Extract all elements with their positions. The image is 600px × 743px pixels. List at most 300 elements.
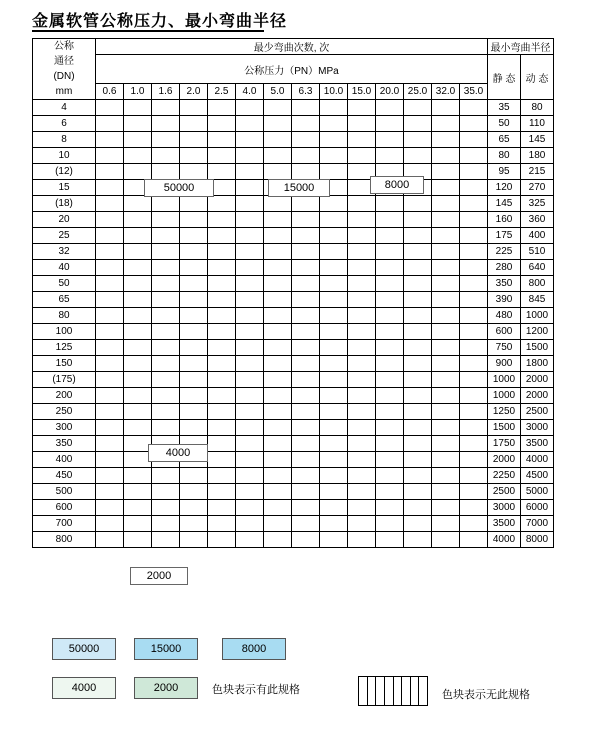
- spec-cell: [264, 420, 292, 436]
- spec-cell: [404, 260, 432, 276]
- spec-cell: [320, 100, 348, 116]
- spec-cell: [320, 196, 348, 212]
- spec-cell: [236, 276, 264, 292]
- spec-cell: [264, 404, 292, 420]
- spec-cell: [460, 212, 488, 228]
- spec-cell: [376, 148, 404, 164]
- spec-cell: [96, 372, 124, 388]
- spec-cell: [320, 148, 348, 164]
- spec-cell: [348, 420, 376, 436]
- header-dn-cell: [33, 39, 96, 100]
- dn-cell: 40: [33, 260, 96, 276]
- dn-cell: 15: [33, 180, 96, 196]
- table-row: [33, 116, 554, 132]
- spec-cell: [264, 228, 292, 244]
- dn-cell: (18): [33, 196, 96, 212]
- spec-cell: [96, 484, 124, 500]
- spec-cell: [460, 228, 488, 244]
- spec-cell: [404, 372, 432, 388]
- spec-cell: [292, 324, 320, 340]
- static-radius-cell: 1500: [488, 420, 521, 436]
- spec-cell: [264, 196, 292, 212]
- dynamic-radius-cell: 800: [521, 276, 554, 292]
- spec-cell: [124, 356, 152, 372]
- spec-cell: [208, 164, 236, 180]
- spec-cell: [404, 468, 432, 484]
- pressure-col-header: 32.0: [432, 84, 460, 100]
- spec-cell: [432, 468, 460, 484]
- dynamic-radius-cell: 4500: [521, 468, 554, 484]
- spec-cell: [180, 132, 208, 148]
- static-radius-cell: 750: [488, 340, 521, 356]
- spec-cell: [320, 356, 348, 372]
- spec-cell: [208, 500, 236, 516]
- table-row: [33, 324, 554, 340]
- spec-cell: [460, 116, 488, 132]
- spec-cell: [96, 260, 124, 276]
- spec-cell: [320, 516, 348, 532]
- spec-cell: [460, 292, 488, 308]
- static-radius-cell: 80: [488, 148, 521, 164]
- overlay-label-4000: 4000: [148, 444, 208, 462]
- spec-cell: [348, 100, 376, 116]
- dynamic-radius-cell: 2000: [521, 388, 554, 404]
- spec-cell: [208, 404, 236, 420]
- spec-cell: [152, 196, 180, 212]
- dynamic-radius-cell: 3500: [521, 436, 554, 452]
- table-row: [33, 212, 554, 228]
- spec-cell: [180, 532, 208, 548]
- spec-cell: [208, 244, 236, 260]
- spec-cell: [460, 516, 488, 532]
- spec-cell: [264, 116, 292, 132]
- spec-cell: [124, 196, 152, 212]
- spec-cell: [208, 532, 236, 548]
- spec-cell: [404, 436, 432, 452]
- dn-cell: 80: [33, 308, 96, 324]
- spec-cell: [208, 212, 236, 228]
- spec-cell: [264, 148, 292, 164]
- spec-cell: [96, 420, 124, 436]
- overlay-label-2000: 2000: [130, 567, 188, 585]
- spec-cell: [460, 100, 488, 116]
- pressure-col-header: 15.0: [348, 84, 376, 100]
- legend-8000: 8000: [222, 638, 286, 660]
- static-radius-cell: 160: [488, 212, 521, 228]
- spec-cell: [432, 340, 460, 356]
- spec-cell: [376, 452, 404, 468]
- dynamic-radius-cell: 3000: [521, 420, 554, 436]
- spec-cell: [236, 340, 264, 356]
- dn-cell: 300: [33, 420, 96, 436]
- spec-cell: [404, 532, 432, 548]
- spec-cell: [180, 308, 208, 324]
- spec-cell: [320, 484, 348, 500]
- spec-cell: [292, 532, 320, 548]
- dn-cell: 200: [33, 388, 96, 404]
- spec-cell: [180, 276, 208, 292]
- spec-cell: [348, 308, 376, 324]
- spec-cell: [432, 436, 460, 452]
- spec-cell: [236, 244, 264, 260]
- spec-cell: [404, 324, 432, 340]
- spec-cell: [320, 308, 348, 324]
- spec-cell: [124, 516, 152, 532]
- spec-cell: [292, 164, 320, 180]
- spec-cell: [124, 244, 152, 260]
- spec-cell: [264, 436, 292, 452]
- spec-cell: [292, 468, 320, 484]
- spec-cell: [208, 436, 236, 452]
- spec-cell: [320, 228, 348, 244]
- spec-cell: [180, 340, 208, 356]
- spec-cell: [432, 324, 460, 340]
- spec-cell: [432, 532, 460, 548]
- static-radius-cell: 1000: [488, 372, 521, 388]
- spec-cell: [404, 420, 432, 436]
- spec-cell: [208, 148, 236, 164]
- spec-cell: [208, 276, 236, 292]
- table-row: [33, 292, 554, 308]
- dynamic-radius-cell: 510: [521, 244, 554, 260]
- spec-cell: [180, 356, 208, 372]
- overlay-label-15000: 15000: [268, 179, 330, 197]
- spec-cell: [152, 100, 180, 116]
- spec-cell: [96, 308, 124, 324]
- static-radius-cell: 3500: [488, 516, 521, 532]
- spec-cell: [152, 516, 180, 532]
- spec-cell: [320, 292, 348, 308]
- spec-cell: [292, 132, 320, 148]
- spec-cell: [264, 468, 292, 484]
- static-radius-cell: 120: [488, 180, 521, 196]
- spec-cell: [320, 468, 348, 484]
- spec-cell: [236, 100, 264, 116]
- spec-cell: [432, 292, 460, 308]
- spec-cell: [320, 500, 348, 516]
- spec-cell: [432, 116, 460, 132]
- spec-cell: [208, 516, 236, 532]
- spec-cell: [124, 228, 152, 244]
- spec-cell: [264, 276, 292, 292]
- dynamic-radius-cell: 1500: [521, 340, 554, 356]
- spec-cell: [376, 404, 404, 420]
- spec-cell: [124, 484, 152, 500]
- spec-cell: [292, 404, 320, 420]
- spec-cell: [404, 244, 432, 260]
- pressure-col-header: 10.0: [320, 84, 348, 100]
- legend-hatch-swatch: [358, 676, 428, 706]
- spec-cell: [432, 308, 460, 324]
- dn-cell: 800: [33, 532, 96, 548]
- legend-note-color: 色块表示有此规格: [212, 684, 300, 696]
- spec-cell: [236, 116, 264, 132]
- spec-cell: [96, 356, 124, 372]
- spec-cell: [264, 484, 292, 500]
- spec-cell: [264, 452, 292, 468]
- spec-cell: [292, 388, 320, 404]
- spec-cell: [124, 388, 152, 404]
- spec-cell: [404, 132, 432, 148]
- spec-cell: [208, 484, 236, 500]
- table-row: [33, 308, 554, 324]
- spec-cell: [404, 228, 432, 244]
- spec-cell: [236, 196, 264, 212]
- spec-cell: [460, 308, 488, 324]
- spec-cell: [348, 212, 376, 228]
- spec-cell: [236, 516, 264, 532]
- spec-cell: [320, 436, 348, 452]
- spec-cell: [376, 468, 404, 484]
- spec-cell: [320, 276, 348, 292]
- dn-cell: 6: [33, 116, 96, 132]
- spec-cell: [376, 116, 404, 132]
- spec-cell: [292, 292, 320, 308]
- spec-cell: [180, 516, 208, 532]
- dynamic-radius-cell: 1800: [521, 356, 554, 372]
- header-bend-radius: 最小弯曲半径: [488, 39, 554, 55]
- pressure-col-header: 35.0: [460, 84, 488, 100]
- spec-table: [32, 38, 554, 548]
- spec-cell: [348, 372, 376, 388]
- spec-cell: [348, 516, 376, 532]
- spec-cell: [236, 292, 264, 308]
- spec-cell: [264, 388, 292, 404]
- table-row: [33, 356, 554, 372]
- static-radius-cell: 1250: [488, 404, 521, 420]
- spec-cell: [180, 468, 208, 484]
- spec-cell: [432, 212, 460, 228]
- spec-cell: [264, 324, 292, 340]
- spec-cell: [180, 500, 208, 516]
- spec-cell: [432, 404, 460, 420]
- spec-cell: [124, 500, 152, 516]
- spec-cell: [348, 532, 376, 548]
- spec-cell: [292, 500, 320, 516]
- table-row: [33, 516, 554, 532]
- spec-cell: [348, 468, 376, 484]
- spec-cell: [124, 100, 152, 116]
- spec-cell: [432, 196, 460, 212]
- spec-cell: [376, 276, 404, 292]
- spec-cell: [432, 516, 460, 532]
- spec-cell: [348, 340, 376, 356]
- spec-cell: [376, 484, 404, 500]
- table-row: [33, 100, 554, 116]
- dynamic-radius-cell: 180: [521, 148, 554, 164]
- spec-cell: [96, 452, 124, 468]
- header-dn-line4: mm: [55, 86, 73, 97]
- table-row: [33, 228, 554, 244]
- spec-cell: [460, 180, 488, 196]
- table-row: [33, 420, 554, 436]
- spec-cell: [404, 292, 432, 308]
- spec-cell: [292, 340, 320, 356]
- legend-15000: 15000: [134, 638, 198, 660]
- spec-cell: [264, 500, 292, 516]
- spec-cell: [320, 116, 348, 132]
- static-radius-cell: 225: [488, 244, 521, 260]
- spec-cell: [348, 404, 376, 420]
- spec-cell: [152, 164, 180, 180]
- spec-cell: [348, 500, 376, 516]
- table-row: [33, 276, 554, 292]
- spec-cell: [348, 484, 376, 500]
- spec-cell: [376, 500, 404, 516]
- dynamic-radius-cell: 80: [521, 100, 554, 116]
- spec-cell: [236, 468, 264, 484]
- spec-cell: [320, 340, 348, 356]
- spec-cell: [404, 100, 432, 116]
- dn-cell: (175): [33, 372, 96, 388]
- spec-cell: [376, 132, 404, 148]
- table-row: [33, 372, 554, 388]
- spec-cell: [432, 228, 460, 244]
- static-radius-cell: 3000: [488, 500, 521, 516]
- spec-cell: [432, 420, 460, 436]
- pressure-col-header: 20.0: [376, 84, 404, 100]
- spec-cell: [348, 436, 376, 452]
- spec-cell: [180, 164, 208, 180]
- spec-cell: [292, 212, 320, 228]
- dn-cell: 600: [33, 500, 96, 516]
- spec-cell: [236, 484, 264, 500]
- table-row: [33, 484, 554, 500]
- spec-cell: [152, 116, 180, 132]
- spec-cell: [432, 372, 460, 388]
- static-radius-cell: 280: [488, 260, 521, 276]
- spec-cell: [208, 356, 236, 372]
- legend-50000: 50000: [52, 638, 116, 660]
- spec-cell: [348, 324, 376, 340]
- spec-cell: [180, 196, 208, 212]
- header-dynamic: 动 态: [521, 55, 554, 100]
- spec-cell: [376, 228, 404, 244]
- spec-cell: [96, 468, 124, 484]
- spec-cell: [404, 116, 432, 132]
- spec-cell: [320, 372, 348, 388]
- spec-cell: [124, 148, 152, 164]
- spec-cell: [348, 452, 376, 468]
- spec-cell: [348, 276, 376, 292]
- spec-cell: [460, 260, 488, 276]
- spec-cell: [124, 116, 152, 132]
- spec-cell: [152, 260, 180, 276]
- static-radius-cell: 2500: [488, 484, 521, 500]
- dn-cell: 250: [33, 404, 96, 420]
- spec-cell: [152, 356, 180, 372]
- spec-cell: [96, 500, 124, 516]
- spec-cell: [348, 228, 376, 244]
- dynamic-radius-cell: 270: [521, 180, 554, 196]
- static-radius-cell: 2000: [488, 452, 521, 468]
- spec-cell: [376, 212, 404, 228]
- spec-cell: [320, 324, 348, 340]
- dn-cell: 50: [33, 276, 96, 292]
- spec-cell: [152, 388, 180, 404]
- dynamic-radius-cell: 7000: [521, 516, 554, 532]
- static-radius-cell: 1000: [488, 388, 521, 404]
- spec-cell: [96, 148, 124, 164]
- spec-cell: [124, 404, 152, 420]
- table-row: [33, 532, 554, 548]
- dynamic-radius-cell: 2500: [521, 404, 554, 420]
- pressure-col-header: 2.0: [180, 84, 208, 100]
- static-radius-cell: 145: [488, 196, 521, 212]
- spec-cell: [264, 308, 292, 324]
- spec-cell: [264, 292, 292, 308]
- spec-cell: [264, 100, 292, 116]
- spec-cell: [236, 132, 264, 148]
- spec-cell: [152, 340, 180, 356]
- pressure-col-header: 5.0: [264, 84, 292, 100]
- dn-cell: 20: [33, 212, 96, 228]
- spec-cell: [124, 308, 152, 324]
- spec-cell: [264, 244, 292, 260]
- spec-cell: [376, 196, 404, 212]
- spec-cell: [152, 148, 180, 164]
- table-head-row-3: [33, 84, 554, 100]
- spec-cell: [432, 148, 460, 164]
- spec-cell: [208, 292, 236, 308]
- dynamic-radius-cell: 360: [521, 212, 554, 228]
- header-dn-line2: 通径: [54, 56, 74, 67]
- spec-cell: [96, 340, 124, 356]
- spec-cell: [124, 260, 152, 276]
- spec-cell: [180, 260, 208, 276]
- table-row: [33, 452, 554, 468]
- spec-cell: [96, 324, 124, 340]
- spec-cell: [432, 500, 460, 516]
- spec-cell: [432, 276, 460, 292]
- spec-cell: [208, 100, 236, 116]
- spec-cell: [404, 148, 432, 164]
- dn-cell: 65: [33, 292, 96, 308]
- spec-cell: [236, 388, 264, 404]
- spec-cell: [180, 244, 208, 260]
- static-radius-cell: 175: [488, 228, 521, 244]
- spec-cell: [236, 164, 264, 180]
- dn-cell: 700: [33, 516, 96, 532]
- spec-cell: [152, 228, 180, 244]
- spec-cell: [264, 260, 292, 276]
- dynamic-radius-cell: 145: [521, 132, 554, 148]
- spec-cell: [376, 532, 404, 548]
- spec-cell: [264, 372, 292, 388]
- spec-cell: [376, 308, 404, 324]
- table-head-row-1: [33, 39, 554, 55]
- spec-cell: [320, 244, 348, 260]
- dn-cell: 25: [33, 228, 96, 244]
- spec-cell: [236, 148, 264, 164]
- spec-cell: [460, 532, 488, 548]
- spec-cell: [96, 228, 124, 244]
- spec-cell: [96, 276, 124, 292]
- table-body: [33, 100, 554, 548]
- overlay-label-8000: 8000: [370, 176, 424, 194]
- spec-cell: [208, 468, 236, 484]
- spec-cell: [404, 356, 432, 372]
- spec-cell: [376, 436, 404, 452]
- spec-cell: [236, 372, 264, 388]
- spec-cell: [460, 132, 488, 148]
- table-row: [33, 164, 554, 180]
- spec-cell: [320, 164, 348, 180]
- header-pressure: 公称压力（PN）MPa: [96, 55, 488, 84]
- spec-cell: [152, 500, 180, 516]
- spec-cell: [292, 484, 320, 500]
- spec-cell: [404, 276, 432, 292]
